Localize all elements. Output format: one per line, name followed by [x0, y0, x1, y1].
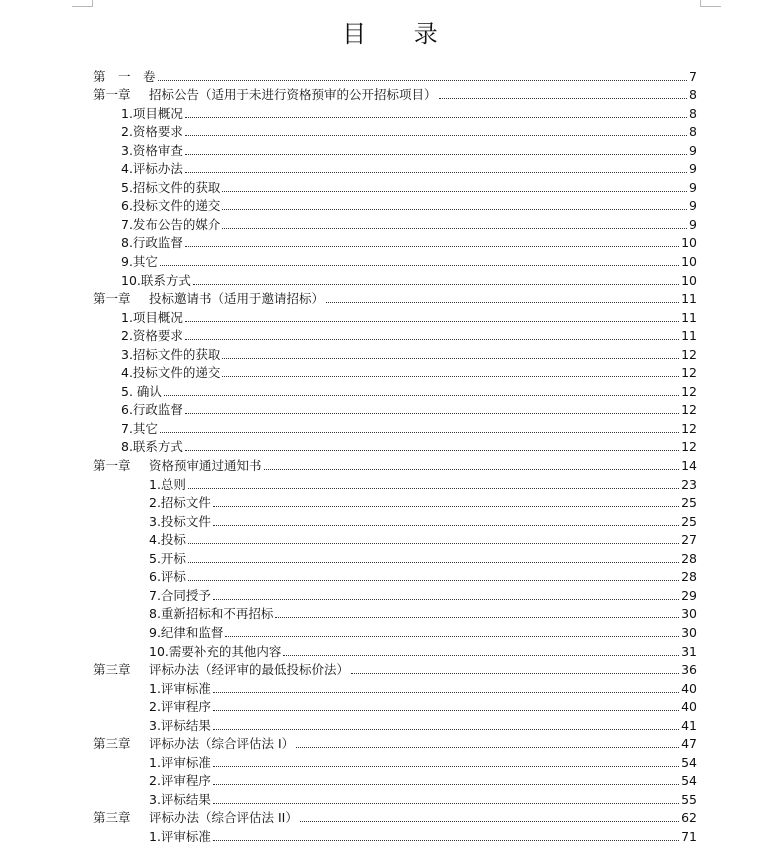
toc-page-number: 7 [689, 68, 697, 84]
toc-page-number: 14 [681, 458, 697, 474]
toc-entry-text: 3.评标结果 [149, 791, 211, 807]
toc-chapter-label: 第三章 [93, 736, 131, 752]
toc-entry-text: 6.投标文件的递交 [121, 198, 221, 214]
toc-entry-title [149, 717, 211, 734]
toc-entry-text: 2.评审程序 [149, 699, 211, 715]
toc-dot-leader [213, 599, 679, 600]
toc-entry-title [121, 272, 191, 289]
toc-entry-title [121, 105, 183, 122]
toc-page-number: 31 [681, 643, 697, 659]
toc-entry-text: 评标办法（综合评估法 I） [149, 736, 295, 752]
toc-entry-title [93, 735, 294, 752]
toc-dot-leader [222, 209, 687, 210]
toc-page-number: 47 [681, 736, 697, 752]
toc-page-number: 8 [689, 105, 697, 121]
toc-dot-leader [275, 617, 679, 618]
toc-entry-text: 8.行政监督 [121, 235, 183, 251]
toc-entry-title [93, 661, 349, 678]
toc-entry[interactable] [93, 196, 697, 215]
toc-entry[interactable] [93, 734, 697, 753]
toc-entry[interactable] [93, 826, 697, 845]
toc-page-number: 36 [681, 662, 697, 678]
toc-page-number: 10 [681, 272, 697, 288]
toc-entry[interactable] [93, 159, 697, 178]
toc-entry-text: 7.发布公告的媒介 [121, 216, 221, 232]
toc-dot-leader [222, 376, 679, 377]
toc-page-number: 8 [689, 124, 697, 140]
toc-entry[interactable] [93, 122, 697, 141]
toc-dot-leader [185, 135, 687, 136]
toc-entry-title [149, 568, 186, 585]
toc-dot-leader [188, 543, 679, 544]
toc-entry-title [149, 791, 211, 808]
toc-entry-text: 3.投标文件 [149, 513, 211, 529]
toc-page-number: 23 [681, 476, 697, 492]
toc-entry-text: 评标办法（综合评估法 II） [149, 810, 298, 826]
toc-entry-text: 3.资格审查 [121, 142, 183, 158]
toc-entry-text: 1.评审标准 [149, 680, 211, 696]
toc-dot-leader [188, 562, 679, 563]
toc-entry-title [149, 624, 223, 641]
toc-entry-title [121, 197, 220, 214]
toc-entry[interactable] [93, 437, 697, 456]
toc-entry-text: 5.开标 [149, 550, 186, 566]
toc-dot-leader [158, 80, 688, 81]
toc-dot-leader [213, 692, 679, 693]
toc-page-number: 11 [681, 309, 697, 325]
toc-entry-title [121, 234, 183, 251]
toc-dot-leader [300, 821, 679, 822]
toc-entry[interactable] [93, 660, 697, 679]
toc-entry-text: 5.招标文件的获取 [121, 179, 221, 195]
page-corner-mark-right [700, 0, 721, 7]
toc-entry-title [93, 68, 156, 85]
toc-entry[interactable] [93, 326, 697, 345]
toc-page-number: 40 [681, 680, 697, 696]
toc-entry-text: 1.总则 [149, 476, 186, 492]
toc-entry-text: 1.项目概况 [121, 105, 183, 121]
toc-entry-title [121, 383, 162, 400]
toc-dot-leader [225, 636, 679, 637]
toc-entry[interactable] [93, 585, 697, 604]
toc-entry[interactable] [93, 140, 697, 159]
toc-page-number: 62 [681, 810, 697, 826]
toc-dot-leader [160, 265, 679, 266]
toc-entry-title [121, 142, 183, 159]
toc-page-number: 11 [681, 328, 697, 344]
toc-entry-title [149, 550, 186, 567]
toc-page-number: 28 [681, 569, 697, 585]
toc-entry[interactable] [93, 752, 697, 771]
toc-entry-title [93, 86, 437, 103]
toc-entry[interactable] [93, 307, 697, 326]
toc-entry[interactable] [93, 678, 697, 697]
toc-entry[interactable] [93, 455, 697, 474]
toc-entry[interactable] [93, 233, 697, 252]
toc-entry[interactable] [93, 604, 697, 623]
toc-dot-leader [351, 673, 679, 674]
toc-entry-title [149, 828, 211, 845]
toc-entry[interactable] [93, 641, 697, 660]
toc-page-number: 9 [689, 161, 697, 177]
toc-entry[interactable] [93, 177, 697, 196]
toc-entry-title [121, 438, 183, 455]
toc-page-number: 25 [681, 495, 697, 511]
toc-entry-title [121, 216, 220, 233]
toc-entry-text: 8.重新招标和不再招标 [149, 606, 274, 622]
toc-entry-title [149, 513, 211, 530]
toc-dot-leader [296, 747, 679, 748]
toc-page-number: 10 [681, 235, 697, 251]
toc-dot-leader [185, 321, 679, 322]
toc-dot-leader [213, 784, 679, 785]
toc-chapter-label: 第三章 [93, 810, 131, 826]
toc-entry[interactable] [93, 400, 697, 419]
toc-page-number: 41 [681, 717, 697, 733]
toc-page-number: 29 [681, 587, 697, 603]
toc-entry-text: 1.评审标准 [149, 828, 211, 844]
table-of-contents [93, 66, 697, 845]
toc-page-number: 40 [681, 699, 697, 715]
toc-entry-text: 6.行政监督 [121, 402, 183, 418]
toc-entry-text: 2.评审程序 [149, 773, 211, 789]
toc-entry-title [121, 179, 220, 196]
toc-entry-title [149, 698, 211, 715]
toc-entry[interactable] [93, 381, 697, 400]
toc-dot-leader [264, 469, 680, 470]
toc-page-number: 71 [681, 828, 697, 844]
toc-dot-leader [188, 580, 679, 581]
toc-dot-leader [213, 729, 679, 730]
toc-page-number: 9 [689, 198, 697, 214]
toc-entry-title [121, 160, 183, 177]
toc-page-number: 12 [681, 439, 697, 455]
toc-entry[interactable] [93, 214, 697, 233]
toc-entry-title [149, 680, 211, 697]
toc-entry[interactable] [93, 567, 697, 586]
toc-page-number: 12 [681, 365, 697, 381]
toc-entry-title [93, 457, 262, 474]
toc-dot-leader [160, 432, 679, 433]
toc-entry-text: 1.评审标准 [149, 754, 211, 770]
toc-dot-leader [188, 488, 679, 489]
toc-dot-leader [213, 840, 679, 841]
toc-entry-text: 资格预审通过通知书 [149, 458, 262, 474]
toc-entry[interactable] [93, 771, 697, 790]
toc-entry-title [149, 476, 186, 493]
toc-entry[interactable] [93, 363, 697, 382]
toc-entry-title [121, 309, 183, 326]
toc-entry-title [149, 754, 211, 771]
toc-page-number: 30 [681, 606, 697, 622]
toc-page-number: 12 [681, 383, 697, 399]
toc-entry[interactable] [93, 511, 697, 530]
toc-chapter-label: 第 一 卷 [93, 68, 156, 84]
toc-page-number: 12 [681, 420, 697, 436]
toc-entry-text: 5. 确认 [121, 383, 162, 399]
toc-entry-text: 投标邀请书（适用于邀请招标） [149, 291, 325, 307]
toc-page-number: 8 [689, 87, 697, 103]
toc-dot-leader [164, 395, 679, 396]
toc-dot-leader [185, 172, 687, 173]
toc-entry-title [121, 346, 220, 363]
toc-entry-text: 7.合同授予 [149, 587, 211, 603]
toc-page-number: 27 [681, 532, 697, 548]
toc-entry-text: 2.资格要求 [121, 328, 183, 344]
toc-entry[interactable] [93, 103, 697, 122]
toc-chapter-label: 第一章 [93, 291, 131, 307]
toc-entry-text: 4.投标 [149, 532, 186, 548]
page-corner-mark-left [72, 0, 93, 7]
toc-entry-text: 6.评标 [149, 569, 186, 585]
toc-entry-title [121, 420, 158, 437]
toc-dot-leader [185, 339, 679, 340]
toc-entry-text: 2.招标文件 [149, 495, 211, 511]
toc-entry[interactable] [93, 697, 697, 716]
toc-page-number: 11 [681, 291, 697, 307]
toc-entry[interactable] [93, 715, 697, 734]
toc-chapter-label: 第三章 [93, 662, 131, 678]
toc-entry[interactable] [93, 270, 697, 289]
toc-entry-text: 评标办法（经评审的最低投标价法） [149, 662, 350, 678]
toc-chapter-label: 第一章 [93, 458, 131, 474]
toc-dot-leader [185, 246, 679, 247]
toc-entry-title [93, 809, 298, 826]
toc-page-number: 12 [681, 402, 697, 418]
toc-entry-text: 7.其它 [121, 420, 158, 436]
toc-page-number: 10 [681, 254, 697, 270]
toc-dot-leader [222, 191, 687, 192]
toc-entry-text: 1.项目概况 [121, 309, 183, 325]
toc-dot-leader [185, 450, 679, 451]
toc-entry-text: 10.联系方式 [121, 272, 191, 288]
toc-entry-title [121, 401, 183, 418]
toc-entry[interactable] [93, 789, 697, 808]
toc-entry-title [93, 290, 324, 307]
toc-dot-leader [222, 228, 687, 229]
toc-dot-leader [222, 358, 679, 359]
toc-entry[interactable] [93, 344, 697, 363]
toc-dot-leader [213, 803, 679, 804]
toc-entry-text: 2.资格要求 [121, 124, 183, 140]
toc-dot-leader [439, 98, 688, 99]
toc-dot-leader [213, 506, 679, 507]
toc-dot-leader [185, 413, 679, 414]
toc-entry-text: 4.评标办法 [121, 161, 183, 177]
toc-entry-text: 3.评标结果 [149, 717, 211, 733]
toc-entry[interactable] [93, 474, 697, 493]
toc-entry-title [149, 605, 273, 622]
toc-dot-leader [326, 302, 679, 303]
toc-entry[interactable] [93, 530, 697, 549]
toc-page-number: 9 [689, 179, 697, 195]
toc-page-number: 9 [689, 142, 697, 158]
toc-entry[interactable] [93, 622, 697, 641]
toc-page-number: 12 [681, 346, 697, 362]
toc-entry-text: 9.纪律和监督 [149, 624, 224, 640]
toc-entry-title [149, 494, 211, 511]
toc-entry[interactable] [93, 808, 697, 827]
toc-entry-text: 4.投标文件的递交 [121, 365, 221, 381]
toc-entry-title [121, 327, 183, 344]
toc-dot-leader [213, 766, 679, 767]
toc-entry-title [149, 772, 211, 789]
toc-entry-text: 9.其它 [121, 254, 158, 270]
toc-entry[interactable] [93, 548, 697, 567]
toc-entry-title [149, 643, 281, 660]
toc-entry[interactable] [93, 493, 697, 512]
toc-dot-leader [185, 154, 687, 155]
toc-page-number: 28 [681, 550, 697, 566]
toc-entry-text: 招标公告（适用于未进行资格预审的公开招标项目） [149, 87, 437, 103]
toc-dot-leader [213, 710, 679, 711]
toc-page-number: 55 [681, 791, 697, 807]
toc-entry-title [121, 253, 158, 270]
toc-chapter-label: 第一章 [93, 87, 131, 103]
toc-entry-title [121, 364, 220, 381]
toc-page-number: 54 [681, 754, 697, 770]
toc-entry[interactable] [93, 289, 697, 308]
toc-page-number: 30 [681, 624, 697, 640]
toc-entry-title [149, 531, 186, 548]
toc-entry-title [149, 587, 211, 604]
page-title: 目 录 [342, 20, 458, 48]
toc-dot-leader [193, 284, 679, 285]
toc-page-number: 25 [681, 513, 697, 529]
toc-entry-text: 10.需要补充的其他内容 [149, 643, 282, 659]
toc-page-number: 9 [689, 216, 697, 232]
toc-entry[interactable] [93, 85, 697, 104]
toc-entry[interactable] [93, 251, 697, 270]
toc-entry[interactable] [93, 66, 697, 85]
toc-dot-leader [213, 525, 679, 526]
toc-entry-text: 3.招标文件的获取 [121, 346, 221, 362]
toc-entry-text: 8.联系方式 [121, 439, 183, 455]
toc-dot-leader [185, 117, 687, 118]
toc-entry-title [121, 123, 183, 140]
toc-page-number: 54 [681, 773, 697, 789]
toc-entry[interactable] [93, 418, 697, 437]
toc-dot-leader [283, 655, 679, 656]
